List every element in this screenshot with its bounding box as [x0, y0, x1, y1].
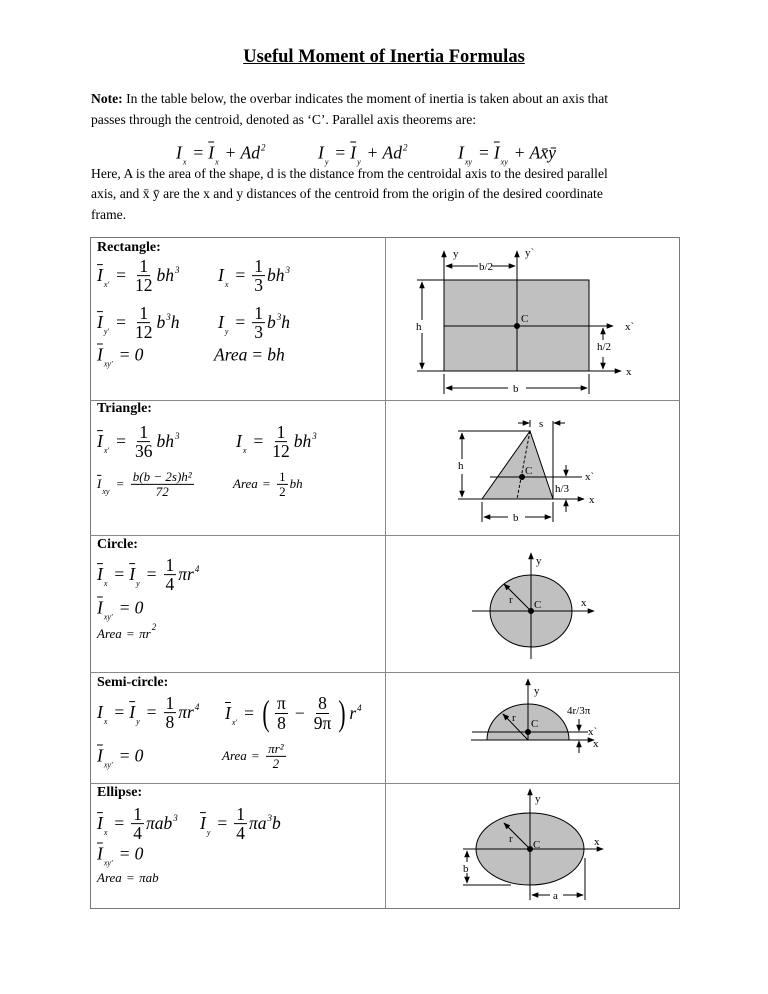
- label-b: b: [463, 863, 469, 875]
- formula-symbol: πa: [249, 813, 267, 834]
- label-x: x: [593, 738, 599, 750]
- formula-superscript: 2: [151, 622, 157, 632]
- formula-symbol: bh: [293, 431, 312, 452]
- formula-symbol: $\overline{I}$: [97, 597, 103, 618]
- formula-operator: =: [235, 312, 246, 333]
- formula-symbol: b: [267, 312, 276, 333]
- fraction-numerator: 1: [254, 256, 264, 277]
- label-x: x: [581, 597, 587, 609]
- note-text: In the table below, the overbar indicates the moment of inertia is taken about an axis that: [122, 91, 609, 106]
- formula-superscript: 3: [285, 265, 291, 276]
- formula-symbol: h: [170, 312, 180, 333]
- fraction-denominator: 3: [254, 322, 264, 343]
- fraction-denominator: 12: [135, 322, 153, 343]
- formula-symbol: 0: [134, 745, 144, 766]
- circle-diagram: [472, 553, 594, 659]
- formula-symbol: $\overline{I}$: [97, 431, 103, 452]
- formula-superscript: 3: [173, 813, 178, 824]
- formula-symbol: $\overline{I}$: [97, 813, 103, 834]
- formula-symbol: I: [218, 265, 224, 286]
- formula-operator: =: [126, 626, 135, 641]
- formula-operator: =: [116, 265, 127, 286]
- label-centroid: C: [534, 599, 542, 611]
- label-s: s: [539, 418, 544, 430]
- formula-symbol: I: [218, 312, 224, 333]
- fraction-denominator: 8: [277, 712, 286, 733]
- fraction-numerator: b(b − 2s)h²: [132, 468, 192, 484]
- formula-subscript: y: [136, 579, 140, 589]
- formula-subscript: y: [206, 828, 211, 838]
- formula-symbol: Area: [233, 476, 258, 491]
- fraction-numerator: 1: [254, 303, 264, 324]
- formula-operator: =: [119, 344, 130, 365]
- ellipse-title: Ellipse:: [97, 785, 143, 800]
- fraction-denominator: 12: [135, 275, 153, 296]
- formula-superscript: 4: [357, 702, 362, 713]
- formula-symbol: $\overline{I}$: [200, 813, 206, 834]
- formula-symbol: $\overline{I}$: [97, 312, 103, 333]
- formula-symbol: Area: [214, 344, 248, 365]
- fraction-numerator: π: [277, 693, 286, 714]
- formula-symbol: πab: [146, 813, 173, 834]
- formula-symbol: I: [458, 142, 464, 163]
- formula-symbol: $\overline{I}$: [208, 142, 215, 163]
- label-x-prime: x`: [625, 321, 635, 333]
- fraction-numerator: πr²: [268, 740, 284, 756]
- formula-symbol: $\overline{I}$: [225, 702, 231, 723]
- note-label: Note:: [91, 91, 123, 106]
- formula-symbol: 0: [134, 597, 144, 618]
- formula-subscript: xy: [500, 157, 508, 167]
- label-h-third: h/3: [555, 483, 570, 495]
- formula-superscript: 2: [402, 142, 408, 153]
- formula-operator: =: [244, 702, 255, 723]
- formula-operator: =: [114, 813, 125, 834]
- fraction-numerator: 1: [139, 422, 149, 443]
- formula-subscript: xy′: [103, 612, 113, 622]
- fraction-numerator: 1: [236, 804, 246, 825]
- formula-operator: =: [251, 748, 260, 763]
- formula-symbol: πab: [139, 870, 159, 885]
- formula-superscript: 3: [166, 312, 171, 323]
- here-line-3: frame.: [91, 207, 127, 222]
- formula-subscript: xy: [102, 487, 110, 496]
- fraction-denominator: 72: [155, 483, 169, 499]
- formula-symbol: b: [272, 813, 281, 834]
- label-b: b: [513, 512, 519, 524]
- formula-symbol: $\overline{I}$: [493, 142, 500, 163]
- formula-operator: =: [146, 702, 157, 723]
- formula-operator: =: [478, 142, 489, 163]
- formula-operator: =: [114, 702, 125, 723]
- formula-symbol: πr: [139, 626, 151, 641]
- formula-symbol: $\overline{I}$: [350, 142, 357, 163]
- label-x-prime: x`: [585, 471, 595, 483]
- fraction-numerator: 1: [139, 303, 149, 324]
- circle-title: Circle:: [97, 537, 138, 552]
- label-x-prime: x`: [588, 726, 598, 738]
- fraction-denominator: 12: [272, 441, 290, 462]
- label-y: y: [534, 685, 540, 697]
- formula-superscript: 2: [260, 142, 266, 153]
- fraction-numerator: 8: [318, 693, 327, 714]
- formula-operator: =: [114, 564, 125, 585]
- formula-subscript: y: [324, 157, 329, 167]
- formula-subscript: x: [224, 280, 229, 290]
- formula-subscript: xy′: [103, 858, 113, 868]
- formula-superscript: 3: [175, 431, 180, 442]
- formula-subscript: x′: [231, 717, 238, 727]
- formula-symbol: πr: [178, 564, 194, 585]
- formula-subscript: y′: [103, 327, 110, 337]
- label-x: x: [626, 366, 632, 378]
- formula-symbol: $\overline{I}$: [129, 564, 136, 585]
- fraction-denominator: 2: [272, 755, 280, 771]
- formula-operator: =: [262, 476, 271, 491]
- label-y: y: [535, 793, 541, 805]
- fraction-denominator: 4: [236, 823, 246, 844]
- formula-symbol: Ax̄ȳ: [529, 142, 556, 163]
- formula-symbol: $\overline{I}$: [129, 702, 136, 723]
- formula-subscript: xy′: [103, 359, 113, 369]
- formula-symbol: bh: [267, 344, 285, 365]
- formula-symbol: I: [97, 702, 103, 723]
- fraction-numerator: 1: [165, 693, 175, 714]
- fraction-numerator: 1: [165, 555, 175, 576]
- label-r: r: [509, 833, 513, 845]
- formula-superscript: 3: [312, 431, 317, 442]
- formula-subscript: y: [224, 327, 229, 337]
- here-line-1: Here, A is the area of the shape, d is the distance from the centroidal axis to the desired parallel: [91, 166, 608, 181]
- fraction-numerator: 1: [133, 804, 143, 825]
- formula-symbol: Area: [97, 626, 122, 641]
- formula-subscript: x: [103, 828, 108, 838]
- label-4r-over-3pi: 4r/3π: [567, 705, 591, 717]
- formula-symbol: bh: [289, 476, 303, 491]
- formula-superscript: 4: [194, 564, 200, 575]
- label-b: b: [513, 383, 519, 395]
- formula-subscript: xy′: [103, 760, 113, 770]
- formula-symbol: πr: [178, 702, 194, 723]
- formula-symbol: $\overline{I}$: [97, 564, 103, 585]
- formula-symbol: bh: [267, 265, 285, 286]
- fraction-denominator: 2: [279, 483, 286, 499]
- formula-symbol: $\overline{I}$: [97, 265, 103, 286]
- formula-symbol: $\overline{I}$: [97, 476, 102, 491]
- formula-operator: +: [225, 142, 236, 163]
- formula-operator: =: [252, 344, 263, 365]
- formula-symbol: h: [281, 312, 291, 333]
- formula-symbol: I: [176, 142, 182, 163]
- formula-symbol: Ad: [240, 142, 260, 163]
- label-y-prime: y`: [525, 247, 535, 259]
- formula-symbol: r: [349, 702, 357, 723]
- formula-subscript: y: [136, 717, 140, 727]
- label-centroid: C: [521, 313, 529, 325]
- formula-operator: =: [126, 870, 135, 885]
- label-centroid: C: [533, 839, 541, 851]
- formula-operator: +: [514, 142, 525, 163]
- formula-operator: =: [335, 142, 346, 163]
- rectangle-diagram: [417, 251, 621, 394]
- triangle-diagram: [458, 420, 584, 522]
- formula-symbol: Area: [97, 870, 122, 885]
- formula-symbol: Ad: [382, 142, 402, 163]
- formula-symbol: bh: [156, 265, 175, 286]
- formula-subscript: y: [357, 157, 361, 167]
- label-r: r: [512, 712, 516, 724]
- formula-operator: =: [116, 476, 124, 491]
- triangle-title: Triangle:: [97, 401, 152, 416]
- here-line-2: axis, and x̄ ȳ are the x and y distances of the centroid from the origin of the desired coordinate: [91, 186, 603, 201]
- fraction-numerator: 1: [279, 468, 286, 484]
- fraction-denominator: 3: [254, 275, 264, 296]
- formula-superscript: 3: [276, 312, 282, 323]
- formula-operator: =: [146, 564, 157, 585]
- formula-operator: =: [119, 597, 130, 618]
- formula-operator: =: [116, 431, 127, 452]
- fraction-numerator: 1: [139, 256, 149, 277]
- formula-subscript: x: [103, 579, 108, 589]
- label-y: y: [536, 555, 542, 567]
- formula-subscript: x: [182, 157, 187, 167]
- formula-operator: =: [119, 745, 130, 766]
- formula-subscript: xy: [464, 157, 472, 167]
- page-title: Useful Moment of Inertia Formulas: [243, 47, 525, 67]
- label-b-half: b/2: [479, 261, 494, 273]
- formula-subscript: x: [103, 717, 108, 727]
- label-centroid: C: [531, 718, 539, 730]
- formula-symbol: $\overline{I}$: [97, 745, 103, 766]
- formula-superscript: 3: [267, 813, 273, 824]
- label-x: x: [594, 836, 600, 848]
- formula-symbol: I: [236, 431, 242, 452]
- formula-symbol: I: [318, 142, 324, 163]
- formula-symbol: bh: [156, 431, 175, 452]
- formula-operator: =: [235, 265, 246, 286]
- fraction-denominator: 9π: [313, 712, 332, 733]
- formula-superscript: 3: [175, 265, 180, 276]
- formula-operator: (: [262, 693, 270, 733]
- label-r: r: [509, 594, 513, 606]
- formula-operator: −: [294, 702, 305, 723]
- label-centroid: C: [525, 465, 533, 477]
- label-a: a: [553, 890, 558, 902]
- formula-subscript: x: [242, 446, 247, 456]
- semicircle-title: Semi-circle:: [97, 675, 169, 690]
- fraction-denominator: 36: [135, 441, 153, 462]
- formula-operator: =: [116, 312, 127, 333]
- formula-subscript: x′: [103, 280, 110, 290]
- rectangle-title: Rectangle:: [97, 240, 161, 255]
- formula-superscript: 4: [194, 702, 200, 713]
- formula-operator: +: [367, 142, 378, 163]
- note-line-2: passes through the centroid, denoted as ‘C’. Parallel axis theorems are:: [91, 112, 477, 127]
- formula-operator: =: [119, 843, 130, 864]
- label-h: h: [458, 460, 464, 472]
- label-h-half: h/2: [597, 341, 612, 353]
- formula-symbol: Area: [222, 748, 247, 763]
- formula-operator: ): [338, 693, 346, 733]
- label-h: h: [416, 321, 422, 333]
- formula-symbol: $\overline{I}$: [97, 344, 103, 365]
- formula-operator: =: [253, 431, 264, 452]
- formula-symbol: 0: [134, 344, 144, 365]
- fraction-denominator: 4: [133, 823, 143, 844]
- fraction-numerator: 1: [276, 422, 286, 443]
- fraction-denominator: 8: [165, 712, 175, 733]
- formula-subscript: x′: [103, 446, 110, 456]
- label-y: y: [453, 248, 459, 260]
- formula-operator: =: [193, 142, 204, 163]
- formula-symbol: $\overline{I}$: [97, 843, 103, 864]
- formula-symbol: 0: [134, 843, 144, 864]
- formula-symbol: b: [156, 312, 166, 333]
- formula-subscript: x: [215, 157, 219, 167]
- fraction-denominator: 4: [165, 574, 175, 595]
- label-x: x: [589, 494, 595, 506]
- formula-operator: =: [217, 813, 228, 834]
